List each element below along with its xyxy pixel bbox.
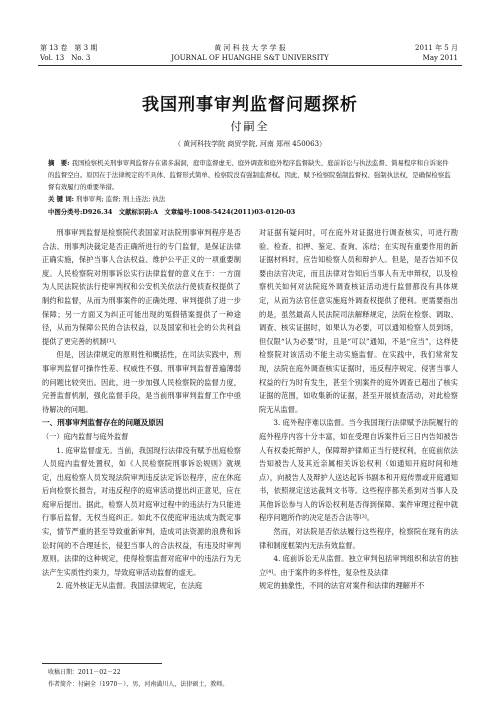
abstract-label: 摘 要: <box>48 159 70 167</box>
keywords-text: 刑事审判; 监督; 刑上连法; 执法 <box>76 195 166 203</box>
header-volume-en: Vol. 13 No. 3 <box>40 54 91 62</box>
citation-ref: [1] <box>106 337 114 344</box>
citation-ref: [4] <box>266 568 274 575</box>
header-journal-cn: 黄 河 科 技 大 学 学 报 <box>214 44 286 52</box>
author-bio: 作者简介：付嗣全（1970－），男，河南潢川人，法律硕士，教师。 <box>48 681 229 688</box>
subsection-heading: （一）庭内监督与庭外监督 <box>42 431 129 441</box>
paragraph: 然而，对法院是否依法履行这些程序，检察院在现有的法律和制度框架内无法有效监督。 <box>259 527 458 550</box>
paragraph: 2. 庭外核证无从监督。我国法律规定，在法庭 <box>56 581 203 591</box>
keywords <box>48 193 452 205</box>
footnote-rule <box>42 663 162 664</box>
article-title: 我国刑事审判监督问题探析 <box>142 95 358 115</box>
paragraph: 对证据有疑问时，可在庭外对证据进行调查核实，可进行勘验、检查、扣押、鉴定、查询、冻结；在实现有重要作用的新证据材料时，应告知检察人员和辩护人。但是，是否告知不仅要由法官决定，而且法律对告知后当事人有无申辩权，以及检察机关如何对法院庭外调查核证活动进行监督都没有具体规定，从而为法官任意实施庭外调查权提供了便利。更需要指出的是，虽然最高人民法院司法解释规定，法院在检察、调取、调查、核实证据时，如果认为必要，可以通知检察人员到场，但仅限“认为必要”时，且是“可以”通知，不是“应当”，这样使检察院对该活动不能主动实施监督。在实践中，我们常常发现，法院在庭外调查核实证据时，违反程序规定、侵害当事人权益的行为时有发生，甚至个别案件的庭外调查已超出了核实证据的范围，如收集新的证据，甚至开展侦查活动，对此检察院无从监督。 <box>259 228 458 414</box>
article-author: 付嗣全 <box>230 120 270 133</box>
header-rule <box>38 65 462 66</box>
header-date-en: May 2011 <box>422 54 458 62</box>
paragraph: 规定的抽象性，不同的法官对案件和法律的理解并不 <box>259 581 425 591</box>
received-date: 收稿日期：2011－02－22 <box>48 669 121 676</box>
header-date <box>415 43 458 63</box>
abstract-text: 我国检察机关刑事审判监督存在诸多漏洞，庭审监督虚无、庭外调查和庭外程序监督缺失、庭前诉讼与执法监督、简易程序和自诉案件的监督空白。原因在于法律规定的不具体、监督形式简单、检察院没有强制监督权。因此，赋予检察院强制监督权、强制执法权，是确保检察监督有效履行的重要举措。 <box>48 159 451 192</box>
citation-ref: [3] <box>359 514 367 521</box>
paragraph: 1. 庭审监督虚无。当前，我国现行法律没有赋予出庭检察人员庭内监督处置权，如《人民检察院刑事诉讼规则》就规定，出庭检察人员发现法院审判违反法定诉讼程序，应在休庭后向检察长报告，对违反程序的庭审活动提出纠正意见，应在庭审后提出。据此，检察人员对庭审过程中的违法行为只能进行事后监督，无权当庭纠正。如此不仅使庭审违法成为既定事实，情节严重的甚至导致重新审判，造成司法资源的浪费和诉讼时间的不合理延长，侵犯当事人的合法权益，有违及时审判原则。法律的这种规定，使得检察监督对庭审中的违法行为无法产生实质性约束力，导致庭审活动监督的虚无。 <box>42 445 241 577</box>
section-heading: 一、刑事审判监督存在的问题及原因 <box>42 418 164 428</box>
author-affiliation: （ 黄河科技学院 商贸学院, 河南 郑州 450063） <box>173 140 327 148</box>
paragraph: 但是，因法律规定的原则性和概括性，在司法实践中，刑事审判监督可操作性差、权威性不强、刑事审判监督普遍薄弱的问题比较突出。因此，进一步加强人民检察院的监督力度，完善监督机制，强化监督手段，是当前刑事审判监督工作中亟待解决的问题。 <box>42 350 241 414</box>
body-right-column <box>259 226 458 593</box>
paragraph: 3. 庭外程序难以监督。当今我国现行法律赋予法院履行的庭外程序内容十分丰富，如在受理自诉案件后三日内告知被告人有权委托辩护人，保障辩护律师正当行使权利，在庭前依法告知被告人及其近亲属相关诉讼权利（如通知开庭时间和地点），向被告人及辩护人送达起诉书副本和开庭传票或开庭通知书，依照规定送达裁判文书等。这些程序都关系到对当事人及其他诉讼参与人的诉讼权利是否得到保障、案件审理过程中就程序问题所作的决定是否合法等[3]。 <box>259 418 458 523</box>
paragraph: 4. 庭前诉讼无从监督。独立审判包括审判组织和法官的独立[4]。由于案件的多样性，复杂性及法律 <box>259 554 458 577</box>
paragraph: 刑事审判监督是检察院代表国家对法院刑事审判程序是否合法、刑事判决裁定是否正确所进行的专门监督，是保证法律正确实施，保护当事人合法权益、维护公平正义的一项重要制度。人民检察院对刑事诉讼实行法律监督的意义在于：一方面为人民法院依法行使审判权和公安机关依法行使侦查权提供了制约和监督，从而为刑事案件的正确处理、审判提供了进一步保障；另一方面又为纠正可能出现的冤假错案提供了一种途径，从而为保障公民的合法权益，以及国家和社会的公共利益提供了更完善的机制[1]。 <box>42 228 241 346</box>
body-left-column <box>42 226 241 593</box>
header-volume <box>40 43 97 63</box>
header-journal-en: JOURNAL OF HUANGHE S&T UNIVERSITY <box>171 54 329 62</box>
keywords-label: 关 键 词: <box>48 195 74 203</box>
header-journal <box>150 43 350 63</box>
abstract <box>48 157 452 194</box>
classification-meta: 中图分类号:D926.34 文献标识码:A 文章编号:1008-5424(2011)03-0120-03 <box>48 208 296 216</box>
header-volume-cn: 第 13 卷 第 3 期 <box>40 44 98 52</box>
header-date-cn: 2011 年 5 月 <box>415 44 458 52</box>
